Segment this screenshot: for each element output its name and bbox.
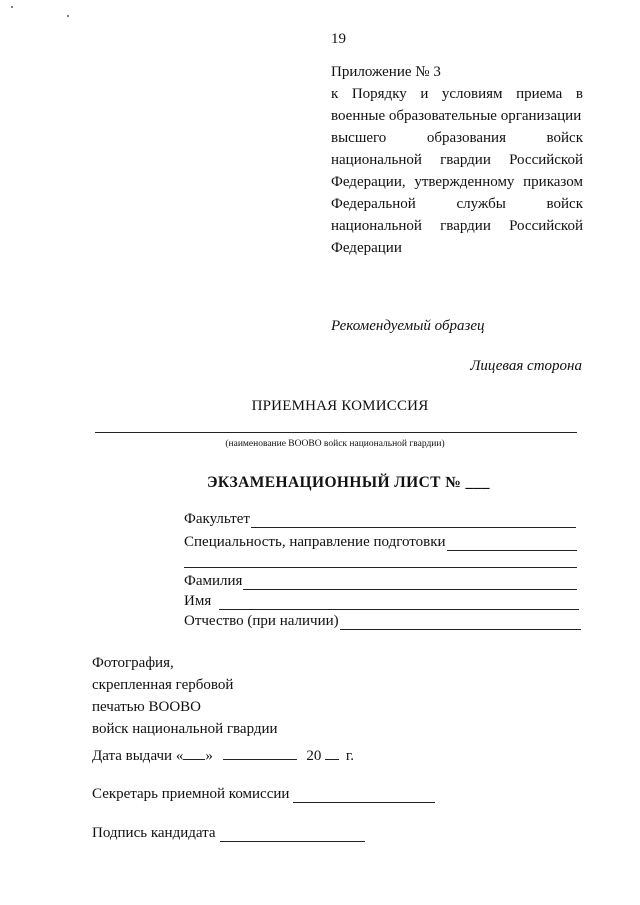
photo-line: Фотография, bbox=[92, 655, 174, 671]
specialty-field bbox=[184, 534, 577, 551]
front-side-label: Лицевая сторона bbox=[470, 358, 582, 374]
appendix-word: Российской bbox=[509, 218, 583, 234]
exam-sheet-title: ЭКЗАМЕНАЦИОННЫЙ ЛИСТ № ___ bbox=[207, 474, 490, 491]
issue-year-prefix: 20 bbox=[306, 748, 322, 764]
scan-speck bbox=[11, 6, 13, 8]
appendix-word: в bbox=[575, 86, 583, 102]
issue-date-label: Дата выдачи « bbox=[92, 748, 184, 764]
appendix-word: Федерации bbox=[331, 240, 402, 256]
appendix-word: высшего bbox=[331, 130, 387, 146]
secretary-row bbox=[92, 786, 435, 803]
appendix-line bbox=[331, 149, 583, 171]
appendix-word: войск bbox=[546, 196, 583, 212]
appendix-word: и bbox=[420, 86, 429, 102]
patronymic-field bbox=[184, 613, 581, 630]
faculty-blank-line bbox=[251, 513, 576, 528]
patronymic-label: Отчество (при наличии) bbox=[184, 613, 339, 629]
appendix-line bbox=[331, 83, 583, 105]
photo-line: войск национальной гвардии bbox=[92, 721, 278, 737]
appendix-word: утвержденному bbox=[414, 174, 515, 190]
appendix-word: к bbox=[331, 86, 339, 102]
photo-line: скрепленная гербовой bbox=[92, 677, 234, 693]
candidate-signature-line bbox=[220, 827, 365, 842]
appendix-word: образования bbox=[426, 130, 506, 146]
issue-year-suffix: г. bbox=[345, 748, 355, 764]
appendix-word: национальной bbox=[331, 218, 422, 234]
appendix-word: приказом bbox=[523, 174, 583, 190]
specialty-label: Специальность, направление подготовки bbox=[184, 534, 446, 550]
name-label: Имя bbox=[184, 593, 212, 609]
issue-day-blank bbox=[183, 745, 205, 760]
appendix-word: гвардии bbox=[440, 152, 491, 168]
appendix-line bbox=[331, 105, 583, 127]
appendix-word: службы bbox=[456, 196, 506, 212]
faculty-label: Факультет bbox=[184, 511, 250, 527]
issue-date-close-quote: » bbox=[205, 748, 213, 764]
specialty-continuation-line bbox=[184, 567, 577, 568]
issue-date-row bbox=[92, 745, 354, 765]
name-blank-line bbox=[219, 595, 579, 610]
appendix-word: войск bbox=[546, 130, 583, 146]
appendix-line bbox=[331, 237, 583, 259]
surname-field bbox=[184, 573, 577, 590]
appendix-word: Приложение № 3 bbox=[331, 64, 441, 80]
patronymic-blank-line bbox=[340, 615, 581, 630]
appendix-word: Российской bbox=[509, 152, 583, 168]
appendix-word: Порядку bbox=[351, 86, 407, 102]
scan-speck bbox=[67, 15, 69, 17]
appendix-word: гвардии bbox=[440, 218, 491, 234]
recommended-sample-label: Рекомендуемый образец bbox=[331, 318, 485, 334]
candidate-signature-row bbox=[92, 825, 365, 842]
appendix-word: приема bbox=[516, 86, 563, 102]
surname-label: Фамилия bbox=[184, 573, 243, 589]
issue-year-blank bbox=[325, 745, 339, 760]
surname-blank-line bbox=[243, 575, 577, 590]
org-name-caption: (наименование ВООВО войск национальной гвардии) bbox=[225, 439, 445, 449]
page-number: 19 bbox=[331, 31, 346, 47]
appendix-word: условиям bbox=[441, 86, 503, 102]
name-field bbox=[184, 593, 579, 610]
secretary-label: Секретарь приемной комиссии bbox=[92, 786, 290, 802]
appendix-line bbox=[331, 215, 583, 237]
specialty-blank-line bbox=[447, 536, 577, 551]
photo-line: печатью ВООВО bbox=[92, 699, 201, 715]
commission-title: ПРИЕМНАЯ КОМИССИЯ bbox=[251, 398, 429, 414]
appendix-line bbox=[331, 61, 583, 83]
appendix-line bbox=[331, 193, 583, 215]
issue-month-blank bbox=[223, 745, 297, 760]
appendix-word: Федерации, bbox=[331, 174, 406, 190]
secretary-signature-line bbox=[293, 788, 435, 803]
faculty-field bbox=[184, 511, 576, 528]
org-name-line bbox=[95, 432, 577, 433]
appendix-word: военные образовательные организации bbox=[331, 108, 582, 124]
appendix-word: Федеральной bbox=[331, 196, 416, 212]
appendix-header bbox=[331, 61, 583, 259]
candidate-signature-label: Подпись кандидата bbox=[92, 825, 216, 841]
appendix-line bbox=[331, 127, 583, 149]
appendix-word: национальной bbox=[331, 152, 422, 168]
photo-placeholder-text bbox=[92, 652, 278, 740]
appendix-line bbox=[331, 171, 583, 193]
